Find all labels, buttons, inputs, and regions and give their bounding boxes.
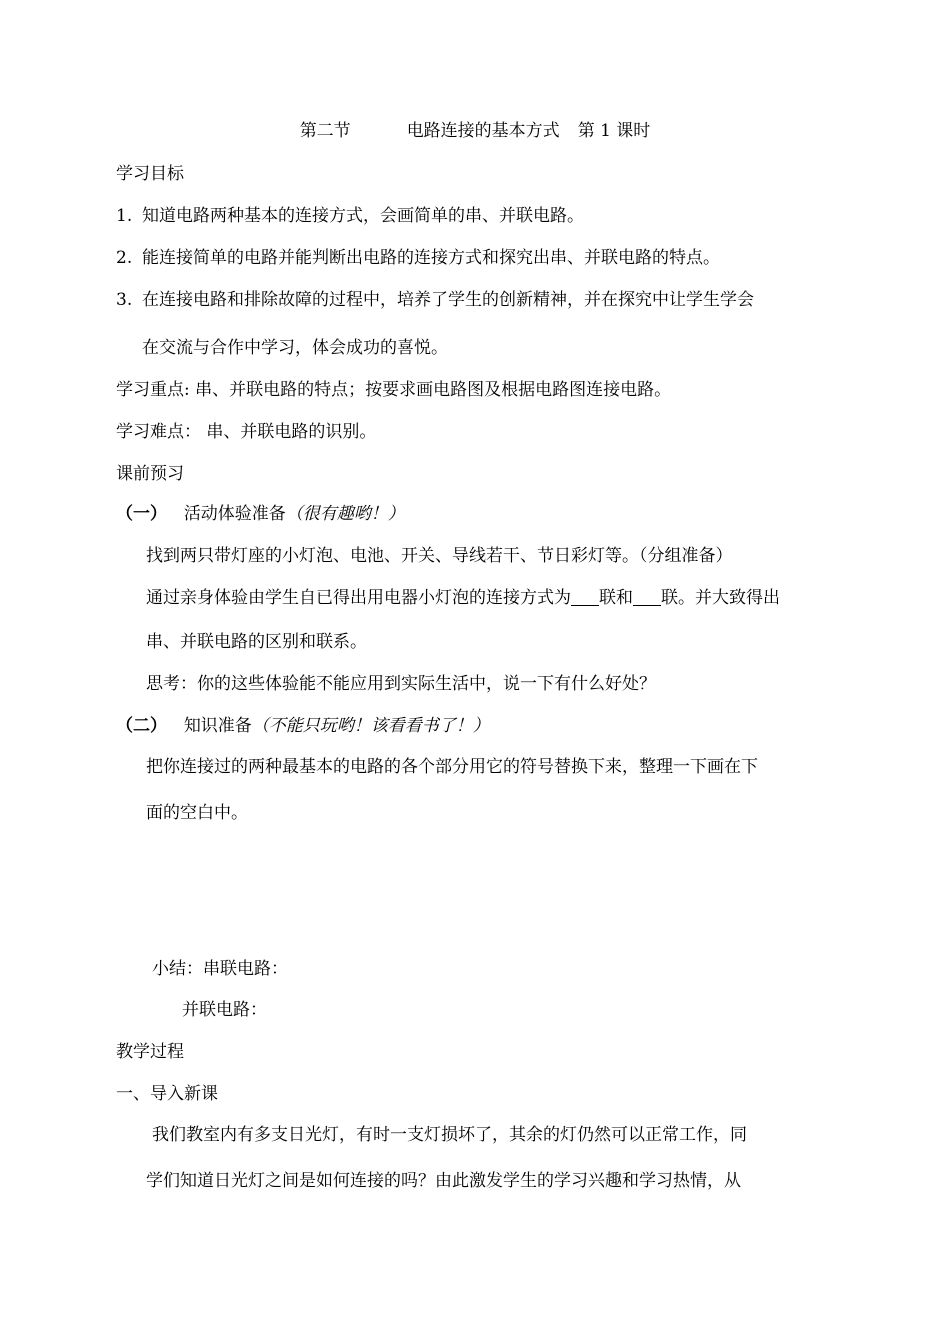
part2-title: 知识准备: [183, 716, 252, 736]
process-line2: 学们知道日光灯之间是如何连接的吗？由此激发学生的学习兴趣和学习热情，从: [146, 1171, 741, 1191]
preview-heading: 课前预习: [116, 464, 184, 484]
title-name: 电路连接的基本方式: [406, 121, 560, 141]
part1-line1: 找到两只带灯座的小灯泡、电池、开关、导线若干、节日彩灯等。（分组准备）: [146, 546, 733, 566]
part1-heading: [116, 503, 405, 525]
goal-item-3-continued: 在交流与合作中学习，体会成功的喜悦。: [142, 338, 448, 358]
part1-label: （一）: [116, 504, 167, 524]
goal-item-3: 3. 在连接电路和排除故障的过程中，培养了学生的创新精神，并在探究中让学生学会: [116, 290, 754, 310]
part1-note: （很有趣哟！）: [285, 504, 405, 524]
process-subheading: 一、导入新课: [116, 1084, 218, 1104]
summary-parallel: 并联电路：: [182, 1000, 267, 1020]
part1-line2: 通过亲身体验由学生自已得出用电器小灯泡的连接方式为 联和 联。并大致得出: [146, 588, 780, 608]
part2-label: （二）: [116, 716, 167, 736]
part2-line1: 把你连接过的两种最基本的电路的各个部分用它的符号替换下来，整理一下画在下: [146, 757, 758, 777]
part2-line2: 面的空白中。: [146, 803, 248, 823]
title-lesson: 第 1 课时: [577, 121, 651, 141]
goal-item-2: 2. 能连接简单的电路并能判断出电路的连接方式和探究出串、并联电路的特点。: [116, 248, 720, 268]
fill-blank-2[interactable]: [633, 589, 661, 606]
summary-series: 小结：串联电路：: [152, 959, 288, 979]
part2-note: （不能只玩哟！该看看书了！）: [251, 716, 490, 736]
difficulty: 学习难点： 串、并联电路的识别。: [116, 422, 377, 442]
part1-line4: 思考：你的这些体验能不能应用到实际生活中，说一下有什么好处？: [146, 674, 656, 694]
process-heading: 教学过程: [116, 1042, 184, 1062]
part2-heading: [116, 715, 490, 737]
fill-blank-1[interactable]: [571, 589, 599, 606]
goal-item-1: 1. 知道电路两种基本的连接方式，会画简单的串、并联电路。: [116, 206, 584, 226]
process-line1: 我们教室内有多支日光灯，有时一支灯损坏了，其余的灯仍然可以正常工作，同: [152, 1125, 747, 1145]
part1-title: 活动体验准备: [183, 504, 286, 524]
title-section: 第二节: [299, 121, 351, 141]
goals-heading: 学习目标: [116, 164, 184, 184]
page-title: [0, 120, 950, 142]
part1-line3: 串、并联电路的区别和联系。: [146, 632, 367, 652]
key-points: 学习重点: 串、并联电路的特点；按要求画电路图及根据电路图连接电路。: [116, 380, 672, 400]
